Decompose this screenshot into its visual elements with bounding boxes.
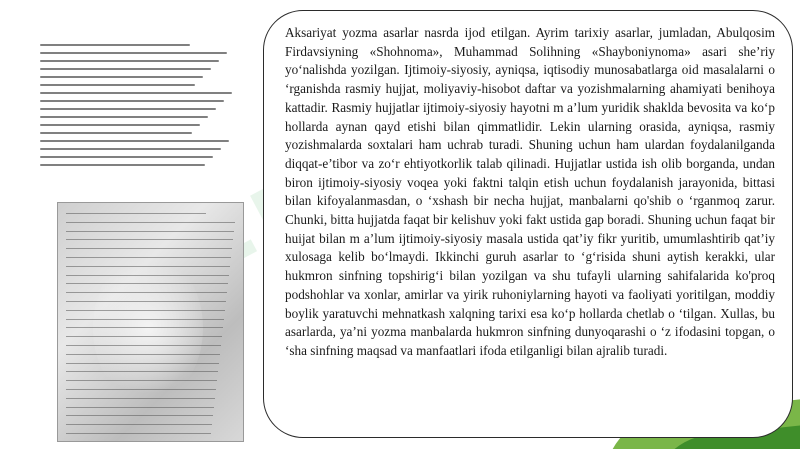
manuscript-text-line: [66, 371, 218, 372]
handwriting-line: [40, 84, 195, 86]
manuscript-text-line: [66, 292, 227, 293]
handwriting-line: [40, 76, 203, 78]
manuscript-text-line: [66, 301, 226, 302]
manuscript-text-line: [66, 310, 225, 311]
manuscript-text-line: [66, 345, 221, 346]
body-paragraph: Aksariyat yozma asarlar nasrda ijod etilgan. Ayrim tarixiy asarlar, jumladan, Abulqosim Firdavsiyning «Shohnoma», Muhammad Solihning «Shayboniynoma» asari she’riy yo‘nalishda yozilgan. Ijtimoiy-siyosiy, ayniqsa, iqtisodiy munosabatlarga oid masalalarni o ‘rganishda rasmiy hujjat, moliyaviy-hisobot daftar va yozishmalarning ahamiyati benihoya kattadir. Rasmiy hujjatlar ijtimoiy-siyosiy hayotni m a’lum yuridik shaklda bevosita va ko‘p hollarda aynan qayd etishi bilan qimmatlidir. Lekin ularning orasida, ayniqsa, rasmiy yozishmalarda soxtalari ham uchrab turadi. Shuning uchun ham ulardan foydalanilganda diqqat-e’tibor va zo‘r ehtiyotkorlik talab qilinadi. Hujjatlar ustida ish olib borganda, undan biron ijtimoiy-siyosiy voqea yoki faktni talqin etish uchun foydalanish jarayonida, bittasi bilan kifoyalanmasdan, o ‘xshash bir necha hujjat, manbalarni qo'shib o ‘rganmoq zarur. Chunki, bitta hujjatda faqat bir kelishuv yoki fakt ustida gap boradi. Shuning uchun faqat bir huijat bilan m a’lum ijtimoiy-siyosiy masala ustida qat’iy fikr yuritib, umumlashtirib qat’iy xulosaga kelib bo‘lmaydi. Ikkinchi guruh asarlar to ‘g‘risida shuni aytish kerakki, ular hukmron sinfning topshirig‘i bilan yozilgan va shu tufayli ularning sahifalarida ko'proq podshohlar va xonlar, amirlar va yirik ruhoniylarning hayoti va faoliyati yoritilgan, moddiy boylik yaratuvchi mehnatkash xalqning tarixi esa ko‘p hollarda chetlab o ‘tilgan. Xullas, bu asarlarda, ya’ni yozma manbalarda hukmron sinfning dunyoqarashi o ‘z ifodasini topgan, o ‘sha sinfning maqsad va manfaatlari ifoda etilganligi bilan ajralib turadi.: [285, 25, 775, 358]
manuscript-text-line: [66, 222, 235, 223]
old-manuscript-photo: [57, 202, 244, 442]
handwriting-line: [40, 148, 221, 150]
handwriting-line: [40, 132, 192, 134]
handwritten-manuscript-image: [40, 40, 236, 174]
manuscript-text-line: [66, 407, 214, 408]
manuscript-text-line: [66, 283, 228, 284]
handwriting-line: [40, 44, 190, 46]
handwriting-line: [40, 52, 227, 54]
handwriting-line: [40, 124, 200, 126]
manuscript-text-line: [66, 415, 213, 416]
manuscript-text-line: [66, 275, 229, 276]
handwriting-line: [40, 68, 211, 70]
handwriting-line: [40, 108, 216, 110]
handwriting-line: [40, 116, 208, 118]
manuscript-text-line: [66, 380, 217, 381]
handwriting-line: [40, 60, 219, 62]
manuscript-text-line: [66, 239, 233, 240]
handwriting-line: [40, 140, 229, 142]
manuscript-text-line: [66, 433, 211, 434]
manuscript-text-line: [66, 248, 232, 249]
manuscript-text-line: [66, 327, 223, 328]
manuscript-text-line: [66, 257, 231, 258]
manuscript-text-line: [66, 319, 224, 320]
manuscript-text-line: [66, 398, 215, 399]
manuscript-text-line: [66, 363, 219, 364]
handwriting-line: [40, 92, 232, 94]
manuscript-text-line: [66, 424, 212, 425]
manuscript-text-line: [66, 213, 206, 214]
manuscript-text-line: [66, 389, 216, 390]
manuscript-text-line: [66, 336, 222, 337]
handwriting-line: [40, 164, 205, 166]
handwriting-line: [40, 100, 224, 102]
manuscript-text-line: [66, 266, 230, 267]
manuscript-text-line: [66, 354, 220, 355]
manuscript-text-line: [66, 231, 234, 232]
handwriting-line: [40, 156, 213, 158]
